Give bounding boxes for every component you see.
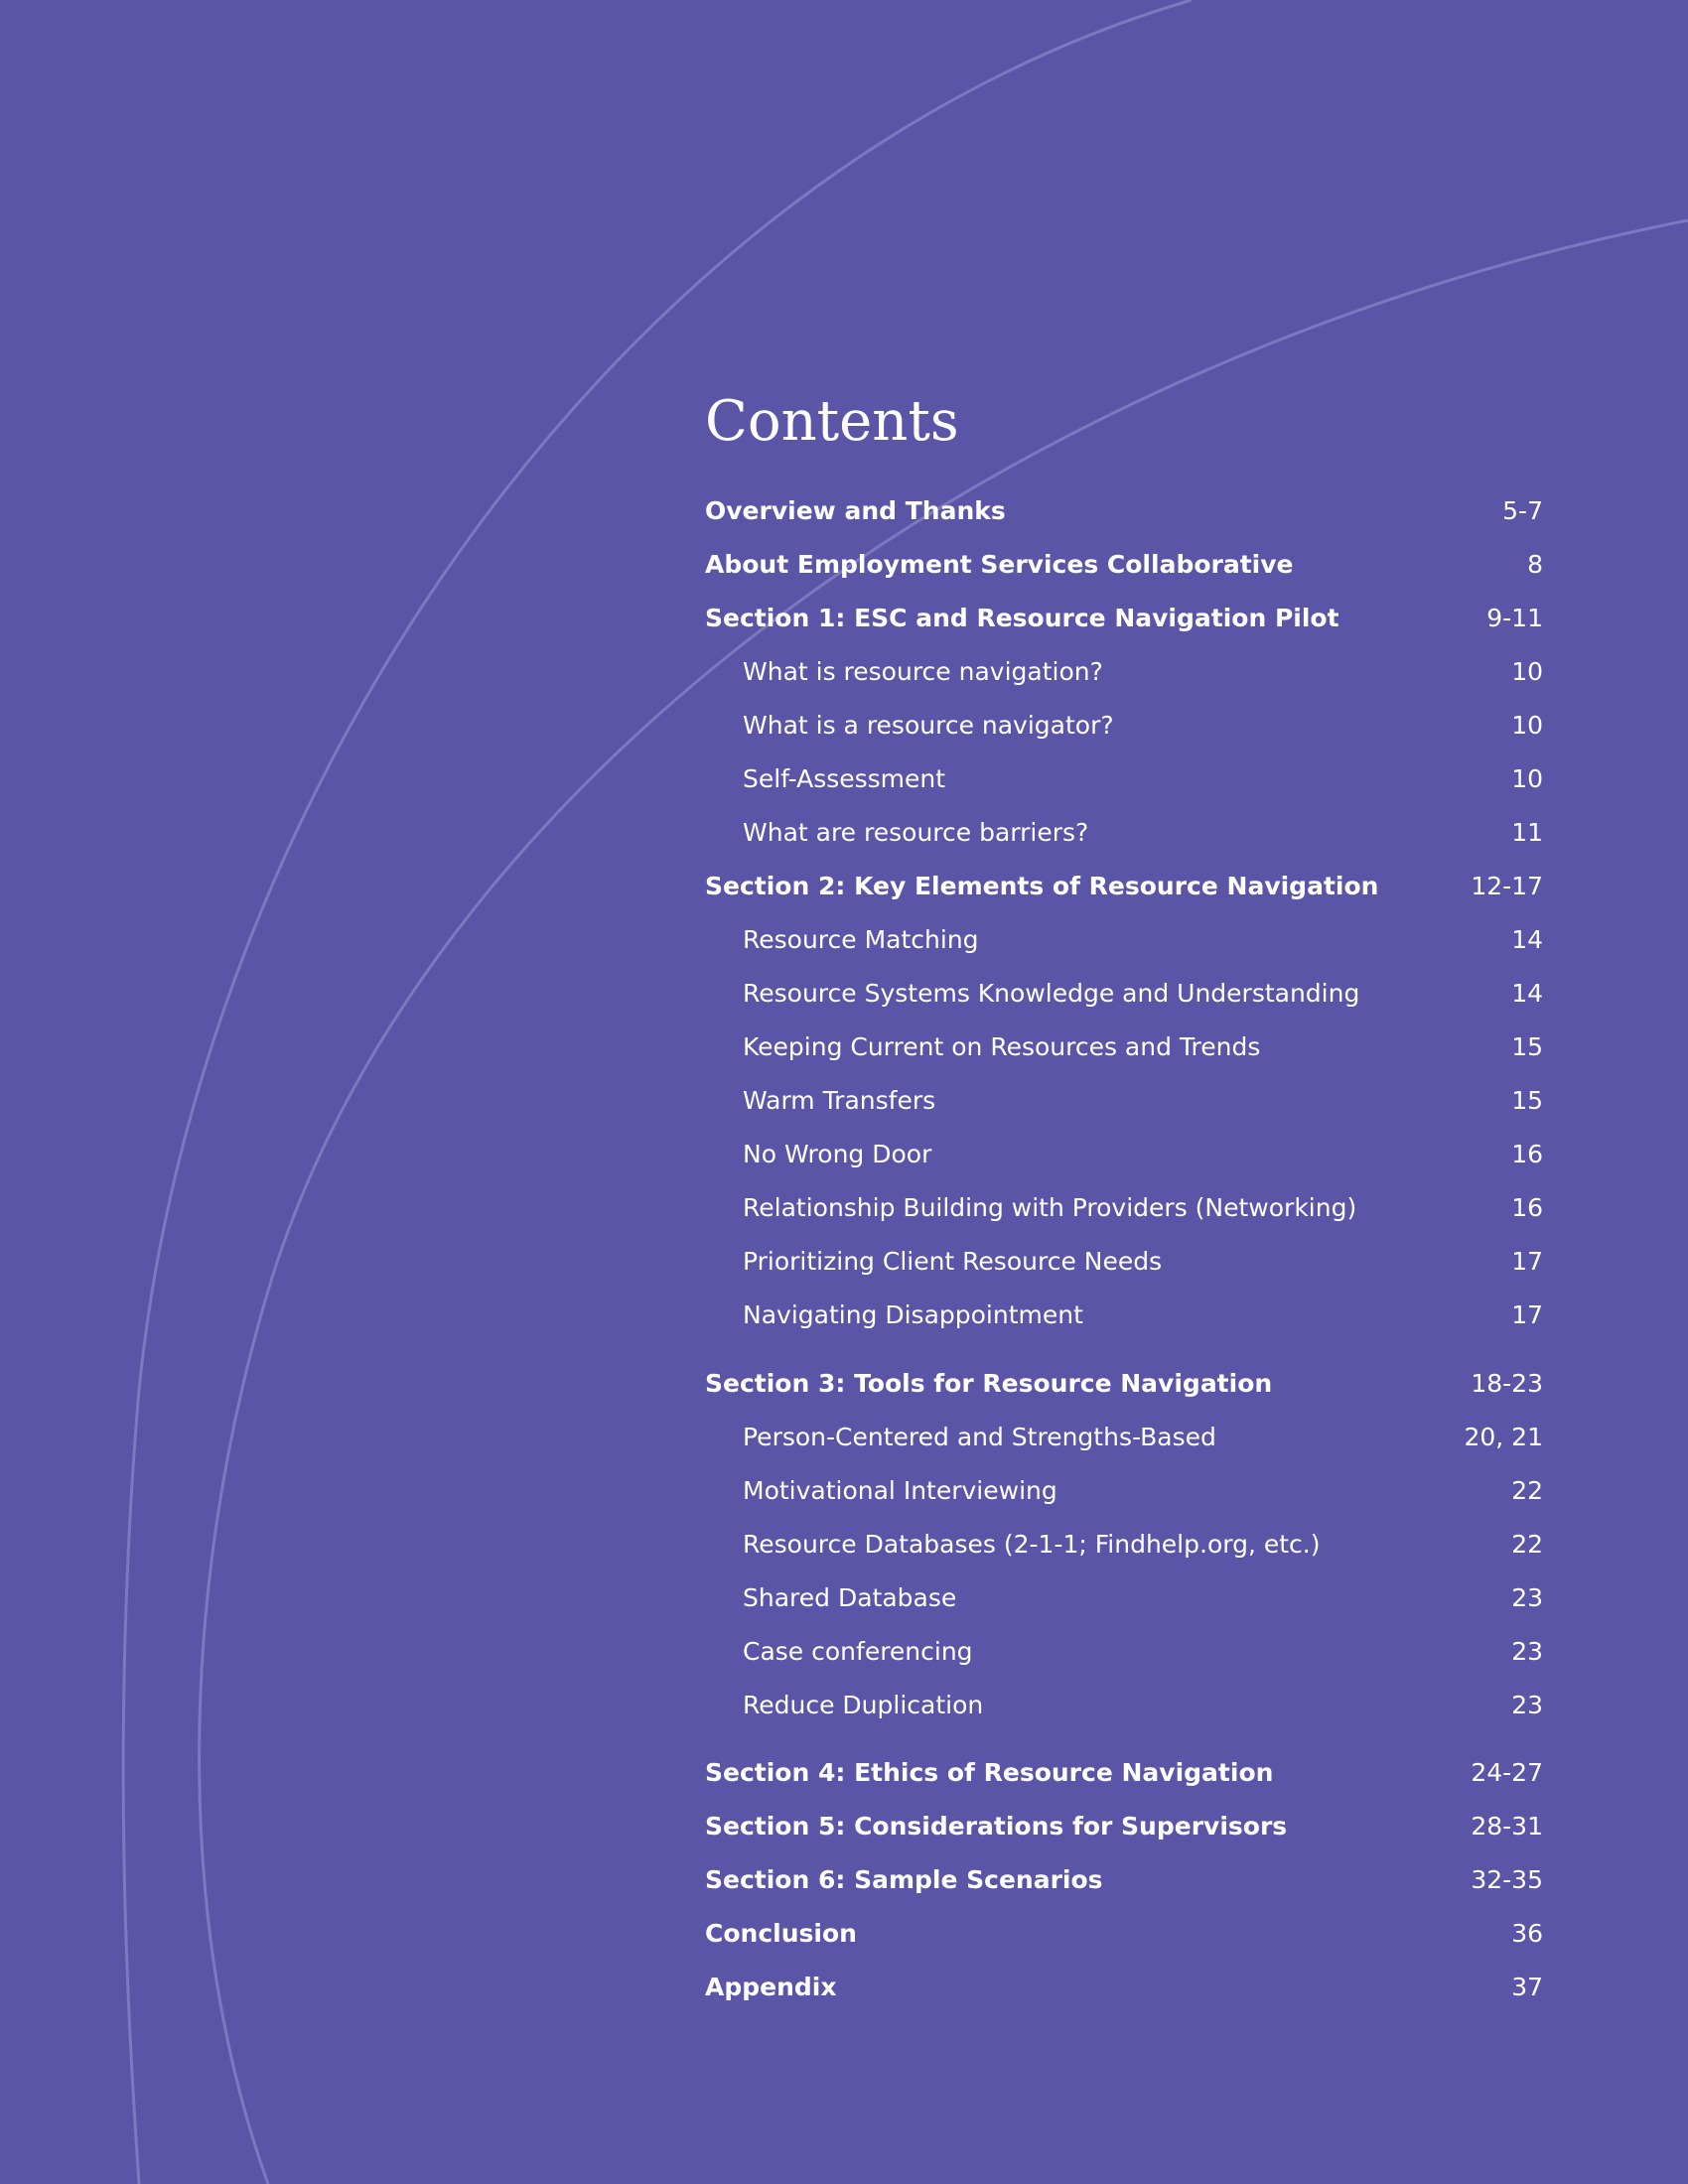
toc-subsection-entry[interactable] — [705, 1293, 1543, 1338]
toc-subsection-entry[interactable] — [705, 1239, 1543, 1285]
toc-entry-page: 14 — [1511, 979, 1543, 1008]
toc-entry-page: 22 — [1511, 1530, 1543, 1559]
toc-subsection-entry[interactable] — [705, 1078, 1543, 1124]
toc-entry-page: 11 — [1511, 818, 1543, 847]
toc-entry-label: Overview and Thanks — [705, 496, 1006, 525]
toc-entry-page: 32-35 — [1471, 1865, 1543, 1894]
toc-entry-label: Resource Databases (2-1-1; Findhelp.org, etc.) — [743, 1530, 1321, 1559]
toc-entry-page: 10 — [1511, 764, 1543, 793]
toc-subsection-entry[interactable] — [705, 810, 1543, 856]
toc-entry-label: Reduce Duplication — [743, 1691, 984, 1719]
toc-entry-label: Section 5: Considerations for Supervisors — [705, 1812, 1288, 1841]
toc-entry-page: 37 — [1511, 1973, 1543, 2001]
toc-subsection-entry[interactable] — [705, 1185, 1543, 1231]
toc-entry-page: 16 — [1511, 1140, 1543, 1168]
toc-entry-label: About Employment Services Collaborative — [705, 550, 1294, 579]
toc-entry-label: What is resource navigation? — [743, 657, 1103, 686]
toc-entry-label: Self-Assessment — [743, 764, 946, 793]
toc-entry-label: Resource Matching — [743, 925, 979, 954]
toc-subsection-entry[interactable] — [705, 1468, 1543, 1514]
toc-entry-page: 20, 21 — [1464, 1423, 1543, 1451]
toc-subsection-entry[interactable] — [705, 756, 1543, 802]
toc-subsection-entry[interactable] — [705, 703, 1543, 749]
toc-entry-label: Section 2: Key Elements of Resource Navigation — [705, 872, 1379, 900]
contents-title: Contents — [705, 389, 959, 454]
toc-entry-page: 36 — [1511, 1919, 1543, 1948]
toc-section-entry[interactable] — [705, 1750, 1543, 1796]
toc-entry-label: Resource Systems Knowledge and Understanding — [743, 979, 1360, 1008]
toc-entry-label: No Wrong Door — [743, 1140, 932, 1168]
toc-entry-page: 14 — [1511, 925, 1543, 954]
toc-entry-label: Relationship Building with Providers (Networking) — [743, 1193, 1357, 1222]
toc-section-entry[interactable] — [705, 1361, 1543, 1407]
toc-subsection-entry[interactable] — [705, 971, 1543, 1017]
toc-entry-page: 22 — [1511, 1476, 1543, 1505]
toc-subsection-entry[interactable] — [705, 649, 1543, 695]
toc-section-entry[interactable] — [705, 1911, 1543, 1957]
toc-entry-page: 17 — [1511, 1300, 1543, 1329]
toc-entry-label: Shared Database — [743, 1583, 957, 1612]
toc-section-entry[interactable] — [705, 596, 1543, 641]
toc-subsection-entry[interactable] — [705, 1575, 1543, 1621]
toc-entry-label: Appendix — [705, 1973, 837, 2001]
toc-subsection-entry[interactable] — [705, 1522, 1543, 1568]
toc-entry-page: 15 — [1511, 1086, 1543, 1115]
toc-subsection-entry[interactable] — [705, 1415, 1543, 1460]
toc-entry-page: 10 — [1511, 657, 1543, 686]
toc-entry-page: 23 — [1511, 1691, 1543, 1719]
toc-entry-label: Person-Centered and Strengths-Based — [743, 1423, 1216, 1451]
toc-entry-page: 15 — [1511, 1032, 1543, 1061]
toc-entry-label: Section 4: Ethics of Resource Navigation — [705, 1758, 1274, 1787]
toc-entry-label: Keeping Current on Resources and Trends — [743, 1032, 1261, 1061]
toc-entry-label: Conclusion — [705, 1919, 857, 1948]
toc-section-entry[interactable] — [705, 1965, 1543, 2010]
toc-section-entry[interactable] — [705, 864, 1543, 909]
toc-subsection-entry[interactable] — [705, 1024, 1543, 1070]
toc-entry-page: 9-11 — [1486, 604, 1543, 632]
toc-entry-label: Section 1: ESC and Resource Navigation Pilot — [705, 604, 1339, 632]
toc-entry-label: Section 6: Sample Scenarios — [705, 1865, 1103, 1894]
toc-section-entry[interactable] — [705, 488, 1543, 534]
toc-entry-label: What are resource barriers? — [743, 818, 1089, 847]
toc-entry-page: 5-7 — [1502, 496, 1543, 525]
toc-entry-page: 17 — [1511, 1247, 1543, 1276]
toc-entry-label: Case conferencing — [743, 1637, 973, 1666]
toc-entry-label: Motivational Interviewing — [743, 1476, 1057, 1505]
toc-entry-label: What is a resource navigator? — [743, 711, 1114, 740]
toc-subsection-entry[interactable] — [705, 1629, 1543, 1675]
toc-entry-page: 24-27 — [1471, 1758, 1543, 1787]
toc-entry-label: Section 3: Tools for Resource Navigation — [705, 1369, 1273, 1398]
toc-subsection-entry[interactable] — [705, 1132, 1543, 1177]
toc-entry-page: 8 — [1527, 550, 1543, 579]
toc-section-entry[interactable] — [705, 542, 1543, 588]
toc-section-entry[interactable] — [705, 1857, 1543, 1903]
toc-entry-page: 12-17 — [1471, 872, 1543, 900]
toc-entry-label: Warm Transfers — [743, 1086, 936, 1115]
toc-entry-label: Navigating Disappointment — [743, 1300, 1083, 1329]
toc-entry-page: 28-31 — [1471, 1812, 1543, 1841]
toc-subsection-entry[interactable] — [705, 917, 1543, 963]
toc-section-entry[interactable] — [705, 1804, 1543, 1849]
toc-entry-page: 23 — [1511, 1637, 1543, 1666]
toc-entry-page: 23 — [1511, 1583, 1543, 1612]
toc-entry-page: 16 — [1511, 1193, 1543, 1222]
toc-entry-label: Prioritizing Client Resource Needs — [743, 1247, 1163, 1276]
toc-subsection-entry[interactable] — [705, 1683, 1543, 1728]
toc-entry-page: 10 — [1511, 711, 1543, 740]
toc-entry-page: 18-23 — [1471, 1369, 1543, 1398]
